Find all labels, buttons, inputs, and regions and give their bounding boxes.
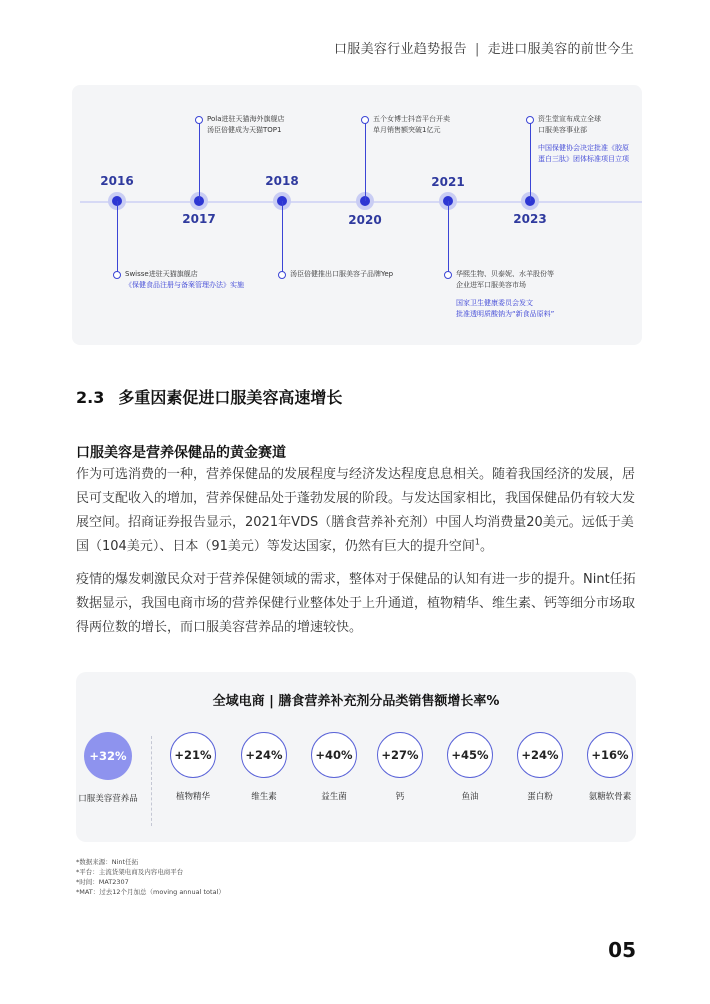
event-2021-line-3: 国家卫生健康委员会发文 <box>456 299 533 307</box>
growth-category-label: 益生菌 <box>321 792 347 802</box>
growth-item-fish-oil <box>439 732 501 802</box>
event-2016-line-2: 《保健食品注册与备案管理办法》实施 <box>125 281 244 289</box>
event-2023-line-3: 中国保健协会决定批准《胶原 <box>538 144 629 152</box>
event-2021 <box>456 269 554 320</box>
event-2020-line-2: 单月销售额突破1亿元 <box>373 126 441 134</box>
event-marker-2017 <box>195 116 203 124</box>
connector-2017 <box>199 120 200 201</box>
timeline-year-2016: 2016 <box>100 174 134 188</box>
section-title: 多重因素促进口服美容高速增长 <box>118 388 343 407</box>
growth-value-circle: +21% <box>170 732 216 778</box>
growth-item-vitamins <box>233 732 295 802</box>
growth-item-probiotics <box>303 732 365 802</box>
paragraph-1-end: 。 <box>479 539 493 554</box>
note-platform: *平台：主流货架电商及内容电商平台 <box>76 868 184 876</box>
growth-category-label: 植物精华 <box>175 792 210 802</box>
connector-2018 <box>282 201 283 275</box>
growth-category-label: 钙 <box>395 792 405 802</box>
growth-item-protein-powder <box>509 732 571 802</box>
footnote-marker: 1 <box>474 537 480 547</box>
section-heading <box>76 385 342 408</box>
connector-2023 <box>530 120 531 201</box>
timeline-year-2023: 2023 <box>513 212 547 226</box>
page-number: 05 <box>608 938 636 962</box>
event-2021-line-2: 企业进军口服美容市场 <box>456 281 526 289</box>
growth-value-circle: +32% <box>84 732 132 780</box>
note-period: *时间：MAT2307 <box>76 878 129 886</box>
event-2018-line-1: 汤臣倍健推出口服美容子品牌Yep <box>290 270 394 278</box>
growth-category-label: 鱼油 <box>461 792 479 802</box>
event-2017 <box>207 114 285 136</box>
event-2023-line-4: 蛋白三肽》团体标准项目立项 <box>538 155 629 163</box>
growth-chart-title: 全域电商 | 膳食营养补充剂分品类销售额增长率% <box>212 694 500 709</box>
growth-value-circle: +16% <box>587 732 633 778</box>
timeline-year-2018: 2018 <box>265 174 299 188</box>
event-2017-line-1: Pola进驻天猫海外旗舰店 <box>207 115 285 123</box>
paragraph-1-text: 作为可选消费的一种，营养保健品的发展程度与经济发达程度息息相关。随着我国经济的发展，居民可支配收入的增加，营养保健品处于蓬勃发展的阶段。与发达国家相比，我国保健品仍有较大发展空间。招商证券报告显示，2021年VDS（膳食营养补充剂）中国人均消费量20美元。远低于美国（104美元）、日本（91美元）等发达国家，仍然有巨大的提升空间 <box>76 467 636 554</box>
growth-item-calcium <box>369 732 431 802</box>
featured-divider <box>151 736 152 826</box>
paragraph-2: 疫情的爆发刺激民众对于营养保健领域的需求，整体对于保健品的认知有进一步的提升。Nint任拓数据显示，我国电商市场的营养保健行业整体处于上升通道，植物精华、维生素、钙等细分市场取得两位数的增长，而口服美容营养品的增速较快。 <box>76 572 636 635</box>
event-marker-2023 <box>526 116 534 124</box>
growth-item-glucosamine <box>579 732 641 802</box>
event-2021-line-4: 批准透明质酸钠为“新食品原料” <box>456 310 555 318</box>
note-mat-definition: *MAT：过去12个月加总（moving annual total） <box>76 888 225 896</box>
header-report-title: 口服美容行业趋势报告 <box>333 42 467 57</box>
section-number: 2.3 <box>76 388 105 407</box>
event-2018 <box>290 269 393 280</box>
growth-value-circle: +27% <box>377 732 423 778</box>
event-2023-line-1: 资生堂宣布成立全球 <box>538 115 601 123</box>
timeline-card <box>72 85 642 345</box>
header-chapter-title: 走进口服美容的前世今生 <box>487 42 634 57</box>
timeline-year-2021: 2021 <box>431 175 465 189</box>
growth-category-label: 口服美容营养品 <box>78 794 138 804</box>
timeline-year-2020: 2020 <box>348 213 382 227</box>
event-2020-line-1: 五个女博士抖音平台开卖 <box>373 115 450 123</box>
timeline-year-2017: 2017 <box>182 212 216 226</box>
event-marker-2018 <box>278 271 286 279</box>
growth-value-circle: +24% <box>241 732 287 778</box>
event-marker-2020 <box>361 116 369 124</box>
running-header <box>334 38 634 57</box>
growth-category-label: 氨糖软骨素 <box>588 792 632 802</box>
subheading: 口服美容是营养保健品的黄金赛道 <box>76 445 286 461</box>
event-marker-2021 <box>444 271 452 279</box>
connector-2016 <box>117 201 118 275</box>
growth-category-label: 维生素 <box>251 792 277 802</box>
source-notes <box>76 857 225 897</box>
header-separator: | <box>475 42 480 57</box>
event-2016-line-1: Swisse进驻天猫旗舰店 <box>125 270 198 278</box>
event-2016 <box>125 269 244 291</box>
event-2020 <box>373 114 450 136</box>
growth-rate-card <box>76 672 636 842</box>
growth-item-plant-extract <box>162 732 224 802</box>
event-2017-line-2: 汤臣倍健成为天猫TOP1 <box>207 126 282 134</box>
event-2023-line-2: 口服美容事业部 <box>538 126 587 134</box>
event-marker-2016 <box>113 271 121 279</box>
growth-value-circle: +24% <box>517 732 563 778</box>
growth-category-label: 蛋白粉 <box>527 792 553 802</box>
note-source: *数据来源：Nint任拓 <box>76 858 139 866</box>
event-2023 <box>538 114 629 165</box>
connector-2020 <box>365 120 366 201</box>
growth-value-circle: +45% <box>447 732 493 778</box>
paragraph-1 <box>76 463 638 559</box>
growth-item-oral-beauty <box>77 732 139 804</box>
connector-2021 <box>448 201 449 275</box>
event-2021-line-1: 华熙生物、贝泰妮、水羊股份等 <box>456 270 554 278</box>
growth-value-circle: +40% <box>311 732 357 778</box>
